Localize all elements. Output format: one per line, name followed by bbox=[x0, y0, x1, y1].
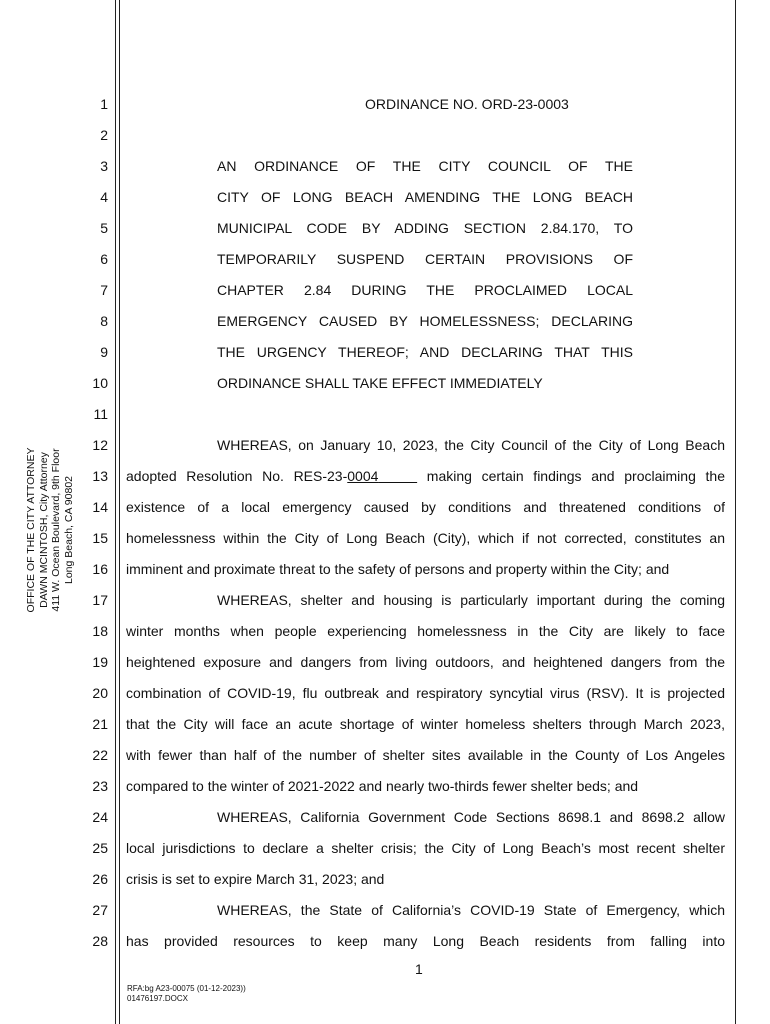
line-number: 23 bbox=[92, 778, 108, 794]
footer-filename: 01476197.DOCX bbox=[127, 994, 188, 1003]
line-number: 15 bbox=[92, 530, 108, 546]
line-number: 3 bbox=[100, 158, 108, 174]
line-number: 25 bbox=[92, 840, 108, 856]
heading-line: MUNICIPAL CODE BY ADDING SECTION 2.84.170, TO bbox=[217, 220, 633, 236]
sidebar-attorney: DAWN MCINTOSH, City Attorney bbox=[37, 452, 50, 608]
document-footer bbox=[127, 984, 246, 1004]
attorney-sidebar bbox=[25, 448, 75, 613]
body-line: existence of a local emergency caused by conditions and threatened conditions of bbox=[126, 499, 725, 515]
resolution-number: 0004 bbox=[347, 468, 379, 484]
line-number: 10 bbox=[92, 375, 108, 391]
body-line: WHEREAS, shelter and housing is particularly important during the coming bbox=[217, 592, 725, 608]
line-number: 12 bbox=[92, 437, 108, 453]
line-number: 21 bbox=[92, 716, 108, 732]
body-line: heightened exposure and dangers from living outdoors, and heightened dangers from the bbox=[126, 654, 725, 670]
line-number: 5 bbox=[100, 220, 108, 236]
body-line: combination of COVID-19, flu outbreak and respiratory syncytial virus (RSV). It is projected bbox=[126, 685, 725, 701]
page-number: 1 bbox=[415, 961, 423, 977]
line-number: 4 bbox=[100, 189, 108, 205]
line-number: 9 bbox=[100, 344, 108, 360]
line-number: 28 bbox=[92, 933, 108, 949]
sidebar-office: OFFICE OF THE CITY ATTORNEY bbox=[25, 447, 37, 613]
resolution-blank bbox=[378, 468, 417, 484]
line-number: 16 bbox=[92, 561, 108, 577]
body-line: WHEREAS, the State of California’s COVID-19 State of Emergency, which bbox=[217, 902, 725, 918]
left-margin-rule-inner bbox=[119, 0, 120, 1024]
line-number: 26 bbox=[92, 871, 108, 887]
line-number: 1 bbox=[100, 96, 108, 112]
sidebar-address: 411 W. Ocean Boulevard, 9th Floor bbox=[50, 448, 62, 612]
body-line: homelessness within the City of Long Beach (City), which if not corrected, constitutes an bbox=[126, 530, 725, 546]
body-line: that the City will face an acute shortage of winter homeless shelters through March 2023, bbox=[126, 716, 725, 732]
line-number: 24 bbox=[92, 809, 108, 825]
ordinance-title: ORDINANCE NO. ORD-23-0003 bbox=[365, 96, 569, 112]
body-line: winter months when people experiencing homelessness in the City are likely to face bbox=[126, 623, 725, 639]
heading-line: EMERGENCY CAUSED BY HOMELESSNESS; DECLARING bbox=[217, 313, 633, 329]
body-line: WHEREAS, on January 10, 2023, the City Council of the City of Long Beach bbox=[217, 437, 725, 453]
body-line: with fewer than half of the number of shelter sites available in the County of Los Angeles bbox=[126, 747, 725, 763]
heading-line: CITY OF LONG BEACH AMENDING THE LONG BEACH bbox=[217, 189, 633, 205]
line-number: 6 bbox=[100, 251, 108, 267]
line-number: 18 bbox=[92, 623, 108, 639]
body-line: has provided resources to keep many Long Beach residents from falling into bbox=[126, 933, 725, 949]
line-number: 2 bbox=[100, 127, 108, 143]
body-text: making certain findings and proclaiming the bbox=[417, 468, 725, 484]
heading-line: CHAPTER 2.84 DURING THE PROCLAIMED LOCAL bbox=[217, 282, 633, 298]
line-number: 8 bbox=[100, 313, 108, 329]
line-number: 7 bbox=[100, 282, 108, 298]
heading-line: AN ORDINANCE OF THE CITY COUNCIL OF THE bbox=[217, 158, 633, 174]
line-number: 11 bbox=[93, 406, 108, 422]
line-number: 13 bbox=[92, 468, 108, 484]
heading-line: TEMPORARILY SUSPEND CERTAIN PROVISIONS OF bbox=[217, 251, 633, 267]
sidebar-city: Long Beach, CA 90802 bbox=[62, 475, 75, 585]
body-line: local jurisdictions to declare a shelter crisis; the City of Long Beach’s most recent shelter bbox=[126, 840, 725, 856]
body-line: crisis is set to expire March 31, 2023; and bbox=[126, 871, 385, 887]
body-line: WHEREAS, California Government Code Sections 8698.1 and 8698.2 allow bbox=[217, 809, 725, 825]
body-line: compared to the winter of 2021-2022 and nearly two-thirds fewer shelter beds; and bbox=[126, 778, 639, 794]
heading-line: THE URGENCY THEREOF; AND DECLARING THAT THIS bbox=[217, 344, 633, 360]
body-line: imminent and proximate threat to the safety of persons and property within the City; and bbox=[126, 561, 670, 577]
line-number: 14 bbox=[92, 499, 108, 515]
line-number: 22 bbox=[92, 747, 108, 763]
line-number: 20 bbox=[92, 685, 108, 701]
right-margin-rule bbox=[735, 0, 736, 1024]
left-margin-rule-outer bbox=[115, 0, 116, 1024]
line-number: 27 bbox=[92, 902, 108, 918]
footer-reference: RFA:bg A23-00075 (01-12-2023)) bbox=[127, 984, 246, 993]
line-number: 17 bbox=[92, 592, 108, 608]
heading-line: ORDINANCE SHALL TAKE EFFECT IMMEDIATELY bbox=[217, 375, 543, 391]
body-text: adopted Resolution No. RES-23- bbox=[126, 468, 348, 484]
body-line-resolution bbox=[126, 468, 725, 484]
line-number: 19 bbox=[92, 654, 108, 670]
